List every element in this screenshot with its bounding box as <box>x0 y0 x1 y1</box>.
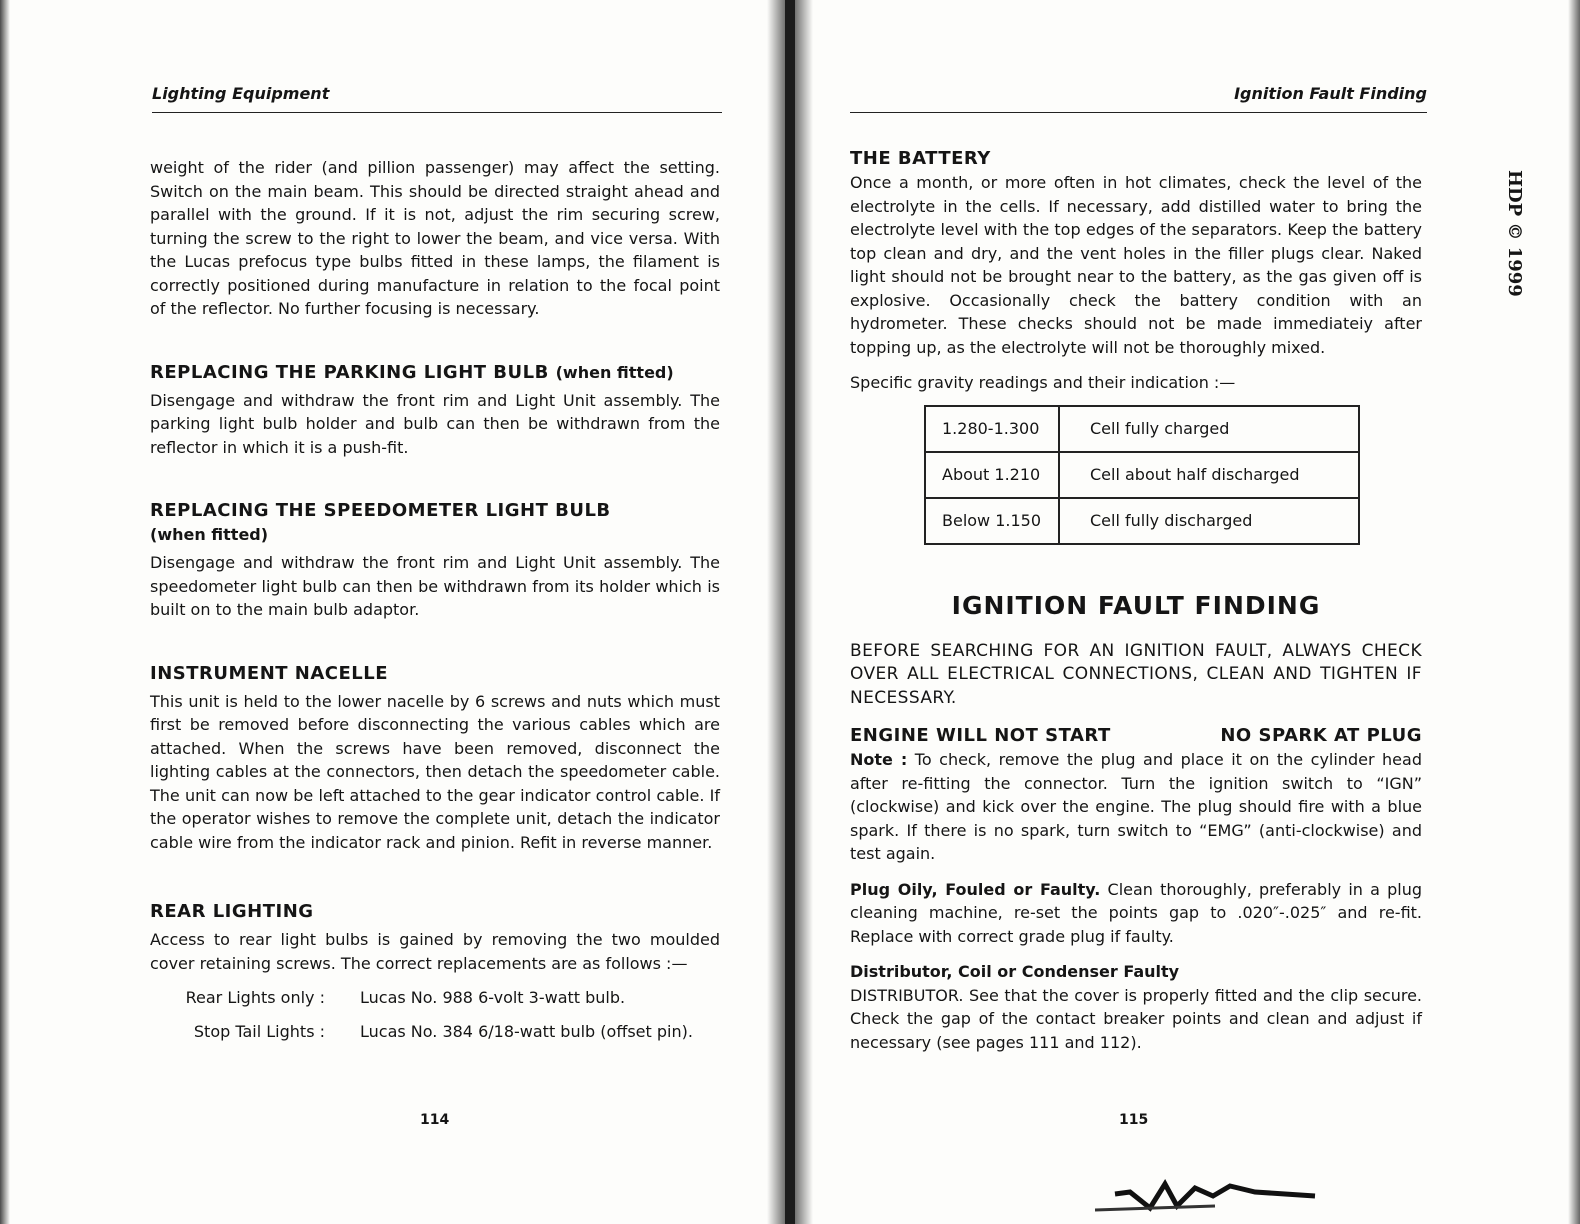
bulb-spec-row <box>150 1015 720 1049</box>
right-text-column <box>850 147 1422 1054</box>
note-label: Note : <box>850 750 908 769</box>
rear-lighting-paragraph: Access to rear light bulbs is gained by removing the two moulded cover retaining screws. The correct replacements are as follows :— <box>150 930 720 973</box>
plug-body: Clean thoroughly, preferably in a plug cleaning machine, re-set the points gap to .020″-.025″ and re-fit. Replace with correct grade plug if faulty. <box>850 879 1423 946</box>
signature-scribble <box>1095 1166 1335 1216</box>
symptom-label: ENGINE WILL NOT START <box>850 725 1111 746</box>
distributor-paragraph: DISTRIBUTOR. See that the cover is properly fitted and the clip secure. Check the gap of the contact breaker points and clean and adjust if necessary (see pages 111 and 112). <box>850 985 1422 1052</box>
gravity-indication: Cell about half discharged <box>1059 452 1359 498</box>
page-number: 114 <box>420 1112 450 1128</box>
page-edge-shadow <box>0 0 10 1224</box>
gutter-shadow <box>795 0 813 1224</box>
table-row <box>925 498 1359 544</box>
note-body: To check, remove the plug and place it on the cylinder head after re-fitting the connector. Turn the ignition switch to “IGN” (clockwise) and kick over the engine. The plug should fire with a blue spark. If there is no spark, turn switch to “EMG” (anti-clockwise) and test again. <box>850 750 1422 863</box>
left-text-column <box>150 156 720 1049</box>
right-page <box>795 0 1580 1224</box>
section-title: IGNITION FAULT FINDING <box>951 590 1321 620</box>
gravity-reading: Below 1.150 <box>925 498 1059 544</box>
header-rule <box>850 112 1427 113</box>
parking-heading-note: (when fitted) <box>555 362 674 382</box>
gravity-table <box>924 405 1360 545</box>
bulb-spec-label: Rear Lights only : <box>185 988 325 1007</box>
nacelle-paragraph: This unit is held to the lower nacelle by 6 screws and nuts which must first be removed before disconnecting the various cables which are attached. When the screws have been removed, disconnect the lighting cables at the connectors, then detach the speedometer cable. The unit can now be left attached to the gear indicator control cable. If the operator wishes to remove the complete unit, detach the indicator cable wire from the indicator rack and pinion. Refit in reverse manner. <box>150 691 720 852</box>
bulb-spec-list <box>150 981 720 1049</box>
bulb-spec-value: Lucas No. 988 6-volt 3-watt bulb. <box>360 988 626 1007</box>
ignition-warning: BEFORE SEARCHING FOR AN IGNITION FAULT, ALWAYS CHECK OVER ALL ELECTRICAL CONNECTIONS, CLEAN AND TIGHTEN IF NECESSARY. <box>850 640 1422 708</box>
note-paragraph <box>850 748 1422 866</box>
table-row <box>925 452 1359 498</box>
gravity-reading: About 1.210 <box>925 452 1059 498</box>
running-head: Ignition Fault Finding <box>1234 84 1427 103</box>
gutter-shadow <box>767 0 785 1224</box>
page-number: 115 <box>1119 1112 1149 1128</box>
rear-lighting-heading: REAR LIGHTING <box>150 901 314 922</box>
speedometer-heading: REPLACING THE SPEEDOMETER LIGHT BULB <box>150 500 611 521</box>
page-edge-shadow <box>1568 0 1580 1224</box>
battery-heading: THE BATTERY <box>850 148 991 169</box>
plug-paragraph <box>850 878 1422 949</box>
nacelle-heading: INSTRUMENT NACELLE <box>150 662 389 684</box>
bulb-spec-row <box>150 981 720 1015</box>
bulb-spec-value: Lucas No. 384 6/18-watt bulb (offset pin). <box>360 1022 693 1041</box>
speedometer-heading-note: (when fitted) <box>150 525 269 544</box>
symptom-detail: NO SPARK AT PLUG <box>1220 725 1422 746</box>
table-row <box>925 406 1359 452</box>
left-page <box>0 0 785 1224</box>
gravity-reading: 1.280-1.300 <box>925 406 1059 452</box>
battery-paragraph: Once a month, or more often in hot climates, check the level of the electrolyte in the cells. If necessary, add distilled water to bring the electrolyte level with the top edges of the separators. Keep the battery top clean and dry, and the vent holes in the filler plugs clear. Naked light should not be brought near to the battery, as the gas given off is explosive. Occasionally check the battery condition with an hydrometer. These checks should not be made immediateiy after topping up, as the electrolyte will not be thoroughly mixed. <box>850 173 1422 357</box>
header-rule <box>152 112 722 113</box>
parking-heading: REPLACING THE PARKING LIGHT BULB (when fitted) <box>150 361 674 383</box>
gravity-intro: Specific gravity readings and their indication :— <box>850 373 1236 392</box>
plug-label: Plug Oily, Fouled or Faulty. <box>850 879 1101 899</box>
copyright-stamp: HDP © 1999 <box>1504 170 1525 297</box>
parking-paragraph: Disengage and withdraw the front rim and Light Unit assembly. The parking light bulb holder and bulb can then be withdrawn from the reflector in which it is a push-fit. <box>150 390 720 457</box>
speedometer-paragraph: Disengage and withdraw the front rim and Light Unit assembly. The speedometer light bulb can then be withdrawn from its holder which is built on to the main bulb adaptor. <box>150 553 720 619</box>
running-head: Lighting Equipment <box>152 84 330 103</box>
distributor-heading: Distributor, Coil or Condenser Faulty <box>850 962 1180 981</box>
gravity-indication: Cell fully charged <box>1059 406 1359 452</box>
symptom-heading <box>850 724 1422 748</box>
gravity-indication: Cell fully discharged <box>1059 498 1359 544</box>
bulb-spec-label: Stop Tail Lights : <box>193 1022 325 1041</box>
intro-paragraph: weight of the rider (and pillion passenger) may affect the setting. Switch on the main beam. This should be directed straight ahead and parallel with the ground. If it is not, adjust the rim securing screw, turning the screw to the right to lower the beam, and vice versa. With the Lucas prefocus type bulbs fitted in these lamps, the filament is correctly positioned during manufacture in relation to the focal point of the reflector. No further focusing is necessary. <box>150 158 720 318</box>
